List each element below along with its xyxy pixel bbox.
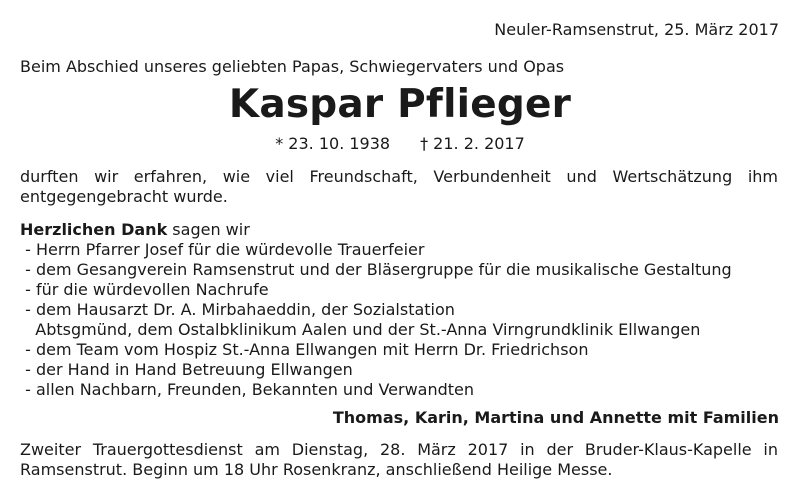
intro-text: Beim Abschied unseres geliebten Papas, Schwiegervaters und Opas	[20, 57, 565, 76]
message-line-2: entgegengebracht wurde.	[20, 187, 228, 206]
thanks-item: - Herrn Pfarrer Josef für die würdevolle Trauerfeier	[20, 240, 425, 259]
death-date: † 21. 2. 2017	[420, 134, 525, 153]
thanks-item: - für die würdevollen Nachrufe	[20, 280, 269, 299]
thanks-item: - der Hand in Hand Betreuung Ellwangen	[20, 360, 353, 379]
thanks-item: Abtsgmünd, dem Ostalbklinikum Aalen und der St.-Anna Virngrundklinik Ellwangen	[20, 320, 701, 339]
thanks-heading-rest: sagen wir	[167, 220, 250, 239]
birth-date: * 23. 10. 1938	[275, 134, 391, 153]
deceased-name: Kaspar Pflieger	[228, 82, 572, 127]
thanks-heading-bold: Herzlichen Dank	[20, 220, 168, 239]
service-line-2: Ramsenstrut. Beginn um 18 Uhr Rosenkranz, anschließend Heilige Messe.	[20, 460, 613, 479]
signature: Thomas, Karin, Martina und Annette mit Familien	[332, 408, 779, 427]
thanks-item: - allen Nachbarn, Freunden, Bekannten und Verwandten	[20, 380, 475, 399]
thanks-item: - dem Team vom Hospiz St.-Anna Ellwangen mit Herrn Dr. Friedrichson	[20, 340, 589, 359]
thanks-heading	[20, 220, 250, 240]
thanks-item: - dem Hausarzt Dr. A. Mirbahaeddin, der Sozialstation	[20, 300, 455, 319]
life-dates	[0, 134, 800, 154]
service-line-1: Zweiter Trauergottesdienst am Dienstag, 28. März 2017 in der Bruder-Klaus-Kapelle in	[20, 440, 778, 459]
place-date: Neuler-Ramsenstrut, 25. März 2017	[494, 20, 779, 39]
thanks-item: - dem Gesangverein Ramsenstrut und der Bläsergruppe für die musikalische Gestaltung	[20, 260, 732, 279]
message-line-1: durften wir erfahren, wie viel Freundschaft, Verbundenheit und Wertschätzung ihm	[20, 167, 778, 186]
